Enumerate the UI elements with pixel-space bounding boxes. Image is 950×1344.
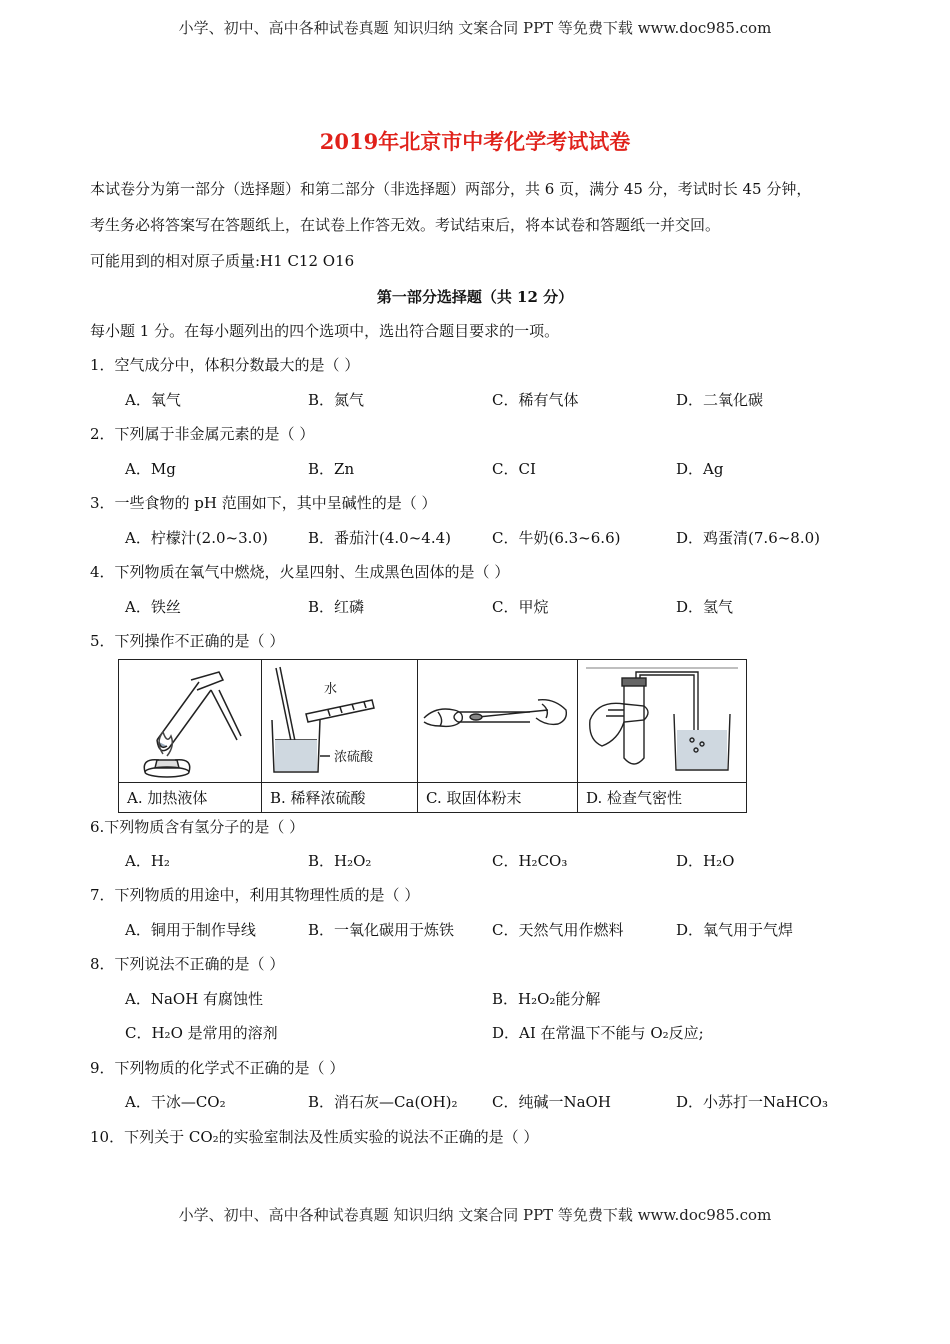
exam-title: 2019年北京市中考化学考试试卷 — [319, 129, 631, 154]
option-d: D．二氧化碳 — [676, 391, 764, 409]
option-a: A．NaOH 有腐蚀性 — [125, 990, 264, 1008]
option-c: C．牛奶(6.3~6.6) — [492, 529, 621, 547]
option-d: D．氢气 — [676, 598, 734, 616]
option-d: D．鸡蛋清(7.6~8.0) — [676, 529, 821, 547]
option-c: C．CI — [492, 460, 536, 478]
option-d: D．H₂O — [676, 852, 735, 870]
question-stem: 2．下列属于非金属元素的是（ ） — [90, 425, 315, 443]
section-title: 第一部分选择题（共 12 分） — [376, 288, 574, 306]
option-b: B．H₂O₂ — [308, 852, 372, 870]
option-b: B．一氧化碳用于炼铁 — [308, 921, 455, 939]
caption-c: C. 取固体粉末 — [418, 783, 578, 813]
option-c: C．甲烷 — [492, 598, 549, 616]
dilute-acid-figure — [262, 660, 418, 783]
option-c: C．H₂O 是常用的溶剂 — [125, 1024, 278, 1042]
heating-liquid-icon — [119, 660, 261, 778]
question-stem: 4．下列物质在氧气中燃烧，火星四射、生成黑色固体的是（ ） — [90, 563, 510, 581]
label-concentrated-acid: 浓硫酸 — [334, 750, 374, 765]
question-stem: 9．下列物质的化学式不正确的是（ ） — [90, 1059, 345, 1077]
option-a: A．H₂ — [125, 852, 170, 870]
option-a: A．干冰—CO₂ — [125, 1093, 226, 1111]
take-powder-figure — [418, 660, 578, 783]
option-b: B．番茄汁(4.0~4.4) — [308, 529, 452, 547]
option-d: D．小苏打一NaHCO₃ — [676, 1093, 828, 1111]
option-b: B．氮气 — [308, 391, 365, 409]
question-stem: 5．下列操作不正确的是（ ） — [90, 632, 285, 650]
option-b: B．H₂O₂能分解 — [492, 990, 601, 1008]
page-footer: 小学、初中、高中各种试卷真题 知识归纳 文案合同 PPT 等免费下载 www.doc985.com — [178, 1206, 772, 1224]
option-c: C．纯碱一NaOH — [492, 1093, 611, 1111]
caption-a: A. 加热液体 — [119, 783, 262, 813]
question-stem: 6.下列物质含有氢分子的是（ ） — [90, 818, 305, 836]
option-d: D．Ag — [676, 460, 724, 478]
intro-line-3: 可能用到的相对原子质量:H1 C12 O16 — [90, 252, 355, 270]
operations-table — [118, 659, 747, 813]
question-stem: 1．空气成分中，体积分数最大的是（ ） — [90, 356, 360, 374]
heating-liquid-figure — [119, 660, 262, 783]
caption-b: B. 稀释浓硫酸 — [262, 783, 418, 813]
section-instruction: 每小题 1 分。在每小题列出的四个选项中，选出符合题目要求的一项。 — [90, 322, 560, 340]
question-stem: 7．下列物质的用途中，利用其物理性质的是（ ） — [90, 886, 420, 904]
intro-line-2: 考生务必将答案写在答题纸上，在试卷上作答无效。考试结束后，将本试卷和答题纸一并交回。 — [90, 216, 721, 234]
intro-line-1: 本试卷分为第一部分（选择题）和第二部分（非选择题）两部分，共 6 页，满分 45 分，考试时长 45 分钟， — [90, 180, 812, 198]
question-stem: 8．下列说法不正确的是（ ） — [90, 955, 285, 973]
take-powder-icon — [418, 660, 577, 778]
option-c: C．天然气用作燃料 — [492, 921, 624, 939]
option-a: A．铜用于制作导线 — [125, 921, 256, 939]
question-stem: 10．下列关于 CO₂的实验室制法及性质实验的说法不正确的是（ ） — [90, 1128, 539, 1146]
option-a: A．氧气 — [125, 391, 181, 409]
option-c: C．H₂CO₃ — [492, 852, 568, 870]
option-a: A．Mg — [125, 460, 176, 478]
option-a: A．铁丝 — [125, 598, 181, 616]
check-airtight-figure — [578, 660, 747, 783]
label-water: 水 — [324, 682, 338, 697]
option-a: A．柠檬汁(2.0~3.0) — [125, 529, 268, 547]
question-stem: 3．一些食物的 pH 范围如下，其中呈碱性的是（ ） — [90, 494, 437, 512]
check-airtight-icon — [578, 660, 746, 778]
option-d: D．氧气用于气焊 — [676, 921, 794, 939]
option-c: C．稀有气体 — [492, 391, 579, 409]
option-d: D．AI 在常温下不能与 O₂反应; — [492, 1024, 704, 1042]
option-b: B．红磷 — [308, 598, 365, 616]
option-b: B．消石灰—Ca(OH)₂ — [308, 1093, 458, 1111]
option-b: B．Zn — [308, 460, 355, 478]
caption-d: D. 检查气密性 — [578, 783, 747, 813]
page-header: 小学、初中、高中各种试卷真题 知识归纳 文案合同 PPT 等免费下载 www.doc985.com — [178, 19, 772, 37]
